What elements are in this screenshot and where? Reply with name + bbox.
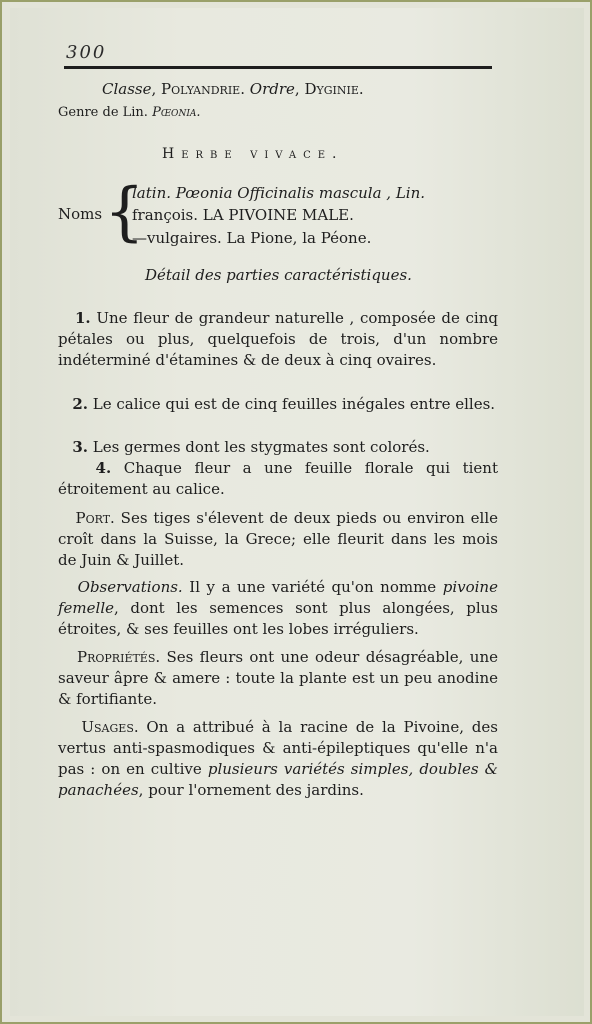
usages-paragraph: [58, 717, 498, 801]
item-number: 4.: [95, 459, 112, 477]
item-4: [58, 458, 498, 500]
observations-italic: pivoine femelle: [58, 578, 498, 617]
genre-label: Genre de Lin.: [58, 105, 148, 120]
port-label: Port.: [75, 509, 115, 527]
item-text: Le calice qui est de cinq feuilles inégales entre elles.: [92, 395, 496, 413]
usages-text-after: , pour l'ornement des jardins.: [138, 781, 364, 799]
genre-line: [58, 105, 201, 120]
ordre-label: Ordre: [249, 80, 295, 98]
port-text: Ses tiges s'élevent de deux pieds ou environ elle croît dans la Suisse, la Grece; elle fleurit dans les mois de Juin & Juillet.: [58, 509, 498, 569]
classe-label: Classe: [102, 80, 152, 98]
page-number: 300: [66, 42, 107, 63]
curly-brace: {: [104, 175, 145, 249]
item-text: Les germes dont les stygmates sont colorés.: [92, 438, 430, 456]
observations-text-after: , dont les semences sont plus alongées, plus étroites, & ses feuilles ont les lobes irréguliers.: [58, 599, 498, 638]
item-1: [58, 308, 498, 371]
item-3: [58, 437, 498, 458]
item-2: [58, 394, 498, 415]
item-text: Une fleur de grandeur naturelle , composée de cinq pétales ou plus, quelquefois de trois, d'un nombre indéterminé d'étamines & de deux à cinq ovaires.: [58, 309, 498, 369]
item-text: Chaque fleur a une feuille florale qui tient étroitement au calice.: [58, 459, 498, 498]
proprietes-text: Ses fleurs ont une odeur désagréable, une saveur âpre & amere : toute la plante est un peu anodine & fortifiante.: [58, 648, 498, 708]
usages-label: Usages.: [81, 718, 139, 736]
usages-italic: plusieurs variétés simples, doubles & panachées: [58, 760, 498, 799]
nom-latin: [132, 184, 425, 202]
ordre-value: Dyginie.: [304, 80, 364, 98]
section-title: Herbe vivace.: [162, 146, 344, 162]
genre-value: Pœonia.: [152, 105, 201, 120]
nom-vulgaires-text: —vulgaires. La Pione, la Péone.: [132, 229, 372, 247]
nom-vulgaires: [132, 229, 371, 247]
nom-francois: [132, 206, 354, 224]
nom-latin-text: latin. Pœonia Officinalis mascula , Lin.: [132, 184, 426, 202]
proprietes-paragraph: [58, 647, 498, 710]
noms-label: Noms: [58, 205, 103, 223]
classification-line: Classe, Polyandrie. Ordre, Dyginie.: [102, 80, 364, 98]
classe-value: Polyandrie.: [161, 80, 245, 98]
detail-title: Détail des parties caractéristiques.: [145, 266, 412, 284]
item-number: 3.: [72, 438, 88, 456]
item-number: 1.: [75, 309, 91, 327]
nom-francois-text: françois. LA PIVOINE MALE.: [132, 206, 354, 224]
port-paragraph: [58, 508, 498, 571]
observations-label: Observations.: [77, 578, 183, 596]
header-rule: [64, 66, 492, 69]
usages-text: On a attribué à la racine de la Pivoine, des vertus anti-spasmodiques & anti-épileptiques qu'elle n'a pas : on en cultive: [58, 718, 498, 778]
item-number: 2.: [72, 395, 88, 413]
observations-text: Il y a une variété qu'on nomme: [189, 578, 437, 596]
observations-paragraph: [58, 577, 498, 640]
proprietes-label: Propriétés.: [77, 648, 161, 666]
